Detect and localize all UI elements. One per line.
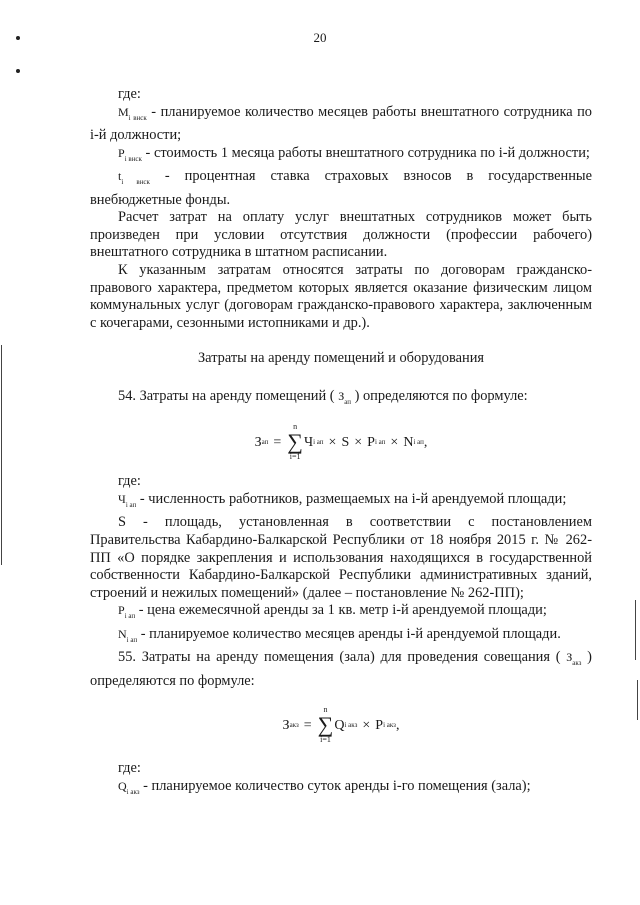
formula-subscript: i ап	[374, 437, 386, 446]
formula-term: Ч	[303, 434, 314, 450]
page-number: 20	[313, 30, 327, 45]
definition-p	[90, 145, 592, 168]
sum-lower: i=1	[320, 735, 331, 745]
symbol: Ч	[118, 492, 126, 506]
scan-dot	[16, 36, 20, 40]
times-sign: ×	[362, 717, 371, 733]
intro-text: 55. Затраты на аренду помещения (зала) для проведения совещания (	[118, 649, 561, 666]
sum-lower: i=1	[289, 452, 301, 462]
paragraph: Расчет затрат на оплату услуг внештатных сотрудников может быть произведен при условии отсутствия должности (профессии рабочего) внештатного сотрудника в штатном расписании.	[90, 209, 592, 261]
formula-subscript: i ап	[413, 437, 424, 446]
section-55-intro	[90, 649, 592, 690]
where-label: где:	[118, 473, 141, 490]
formula-term: N	[403, 434, 414, 450]
formula-subscript: акз	[289, 720, 299, 729]
symbol: Q	[118, 779, 127, 794]
formula-term: P	[375, 717, 384, 733]
formula-55	[90, 690, 592, 760]
symbol: P	[118, 145, 125, 160]
section-heading: Затраты на аренду помещений и оборудования	[197, 350, 485, 367]
sum-upper: n	[323, 705, 328, 715]
equals-sign: =	[273, 434, 282, 450]
symbol: P	[118, 603, 125, 618]
times-sign: ×	[328, 434, 337, 450]
symbol-subscript: i внск	[128, 113, 147, 122]
sigma-glyph: ∑	[317, 712, 334, 738]
symbol-subscript: i ап	[125, 500, 137, 509]
intro-text: ) определяются по формуле:	[354, 387, 528, 404]
sigma-glyph: ∑	[287, 429, 303, 455]
definition-ch	[90, 491, 592, 514]
definition-text: - планируемое количество месяцев аренды i-й арендуемой площади.	[137, 625, 561, 642]
formula-54	[90, 411, 592, 473]
section-54-intro	[90, 388, 592, 411]
definition-text: - процентная ставка страховых взносов в государственные внебюджетные фонды.	[90, 168, 592, 208]
formula-subscript: ап	[261, 437, 269, 446]
symbol: M	[118, 104, 129, 119]
symbol-subscript: ап	[344, 397, 351, 406]
where-label: где:	[118, 760, 141, 777]
symbol-subscript: i внск	[121, 178, 150, 186]
intro-text: 54. Затраты на аренду помещений (	[118, 387, 335, 404]
where-label: где:	[118, 86, 141, 102]
definition-text: - планируемое количество суток аренды i-го помещения (зала);	[139, 778, 531, 795]
scan-edge-line	[637, 680, 638, 720]
definition-text: - стоимость 1 месяца работы внештатного сотрудника по i-й должности;	[141, 144, 590, 161]
sum-symbol	[287, 423, 303, 461]
times-sign: ×	[354, 434, 363, 450]
symbol-subscript: i акз	[126, 787, 140, 796]
symbol: З	[566, 650, 573, 665]
symbol-subscript: i внск	[124, 154, 142, 163]
formula-comma: ,	[395, 717, 400, 733]
formula-term: Q	[334, 717, 345, 733]
formula-term: S	[341, 434, 350, 450]
symbol-subscript: акз	[572, 659, 582, 668]
definition-text: - планируемое количество месяцев работы внештатного сотрудника по i-й должности;	[90, 103, 592, 144]
times-sign: ×	[390, 434, 399, 450]
formula-comma: ,	[423, 434, 428, 450]
equals-sign: =	[303, 717, 312, 733]
definition-n	[90, 626, 592, 649]
definition-s: S - площадь, установленная в соответствии с постановлением Правительства Кабардино-Балкарской Республики от 18 ноября 2015 г. № 262-ПП «О порядке закрепления и использования находящихся в государственной собственности Кабардино-Балкарской Республики административных зданий, строений и нежилых помещений» (далее – постановление № 262-ПП);	[90, 514, 592, 601]
intro-text: ) определяются по формуле:	[90, 649, 592, 689]
document-body	[90, 86, 592, 802]
definition-m	[90, 104, 592, 145]
formula-term: З	[254, 434, 262, 450]
formula-term: З	[282, 717, 290, 733]
definition-price	[90, 602, 592, 625]
scan-edge-line	[1, 345, 2, 565]
scan-edge-line	[635, 600, 636, 660]
definition-q	[90, 778, 592, 801]
symbol-subscript: i ап	[126, 635, 138, 644]
sum-upper: n	[293, 422, 298, 432]
formula-subscript: i ап	[313, 437, 324, 446]
symbol: З	[338, 388, 345, 403]
symbol: N	[118, 626, 127, 641]
scan-dot	[16, 69, 20, 73]
definition-text: - цена ежемесячной аренды за 1 кв. метр i-й арендуемой площади;	[135, 602, 547, 619]
definition-text: - численность работников, размещаемых на i-й арендуемой площади;	[136, 491, 567, 507]
symbol: t	[118, 169, 122, 184]
paragraph: К указанным затратам относятся затраты по договорам гражданско-правового характера, предметом которых является оказание физическим лицом коммунальных услуг (договорам гражданско-правового характера, заключенным с кочегарами, сезонными истопниками и др.).	[90, 261, 592, 331]
formula-term: P	[367, 434, 375, 450]
formula-subscript: i акз	[383, 720, 396, 729]
formula-subscript: i акз	[344, 720, 358, 729]
symbol-subscript: i ап	[124, 612, 136, 621]
definition-t	[90, 168, 592, 209]
sum-symbol	[318, 706, 334, 744]
